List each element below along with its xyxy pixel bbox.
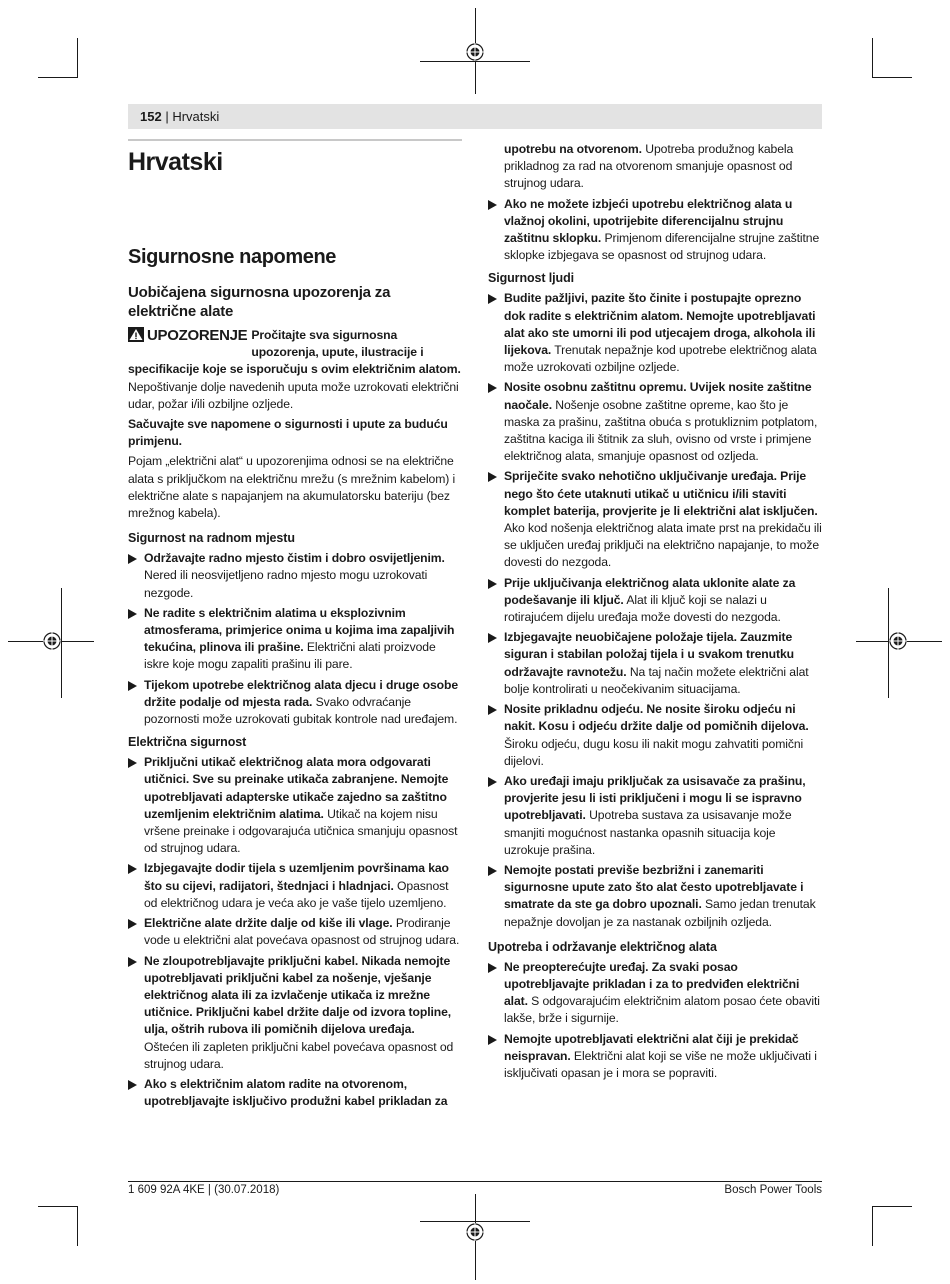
bullet-arrow-icon xyxy=(488,777,497,787)
item-text: Samo jedan trenutak nepažnje dovoljan je za nastanak ozbiljnih ozljeda. xyxy=(504,897,816,929)
list-item xyxy=(128,605,462,674)
item-bold: Nemojte upotrebljavati električni alat čiji je prekidač neispravan. xyxy=(504,1031,799,1063)
crop-mark xyxy=(38,77,78,78)
work-area-heading: Sigurnost na radnom mjestu xyxy=(128,531,295,546)
item-text: Opasnost od električnog udara je veća ako je vaše tijelo uzemljeno. xyxy=(144,878,449,910)
crop-mark xyxy=(77,1206,78,1246)
list-item xyxy=(128,860,462,912)
bullet-arrow-icon xyxy=(488,200,497,210)
footer-brand: Bosch Power Tools xyxy=(724,1184,822,1196)
crop-mark xyxy=(77,38,78,78)
item-text: Alat ili ključ koji se nalazi u rotirajućem dijelu uređaja može dovesti do nezgoda. xyxy=(504,592,781,625)
item-bold: Tijekom upotrebe električnog alata djecu i druge osobe držite podalje od mjesta rada. xyxy=(144,677,459,709)
item-bold: Nosite prikladnu odjeću. Ne nosite široku odjeću ni nakit. Kosu i odjeću držite dalje od pomičnih dijelova. xyxy=(504,702,809,734)
item-text: Prodiranje vode u električni alat povećava opasnost od strujnog udara. xyxy=(144,916,460,948)
item-bold: Ako ne možete izbjeći upotrebu električnog alata u vlažnoj okolini, upotrijebite diferencijalnu strujnu zaštitnu sklopku. xyxy=(504,196,793,246)
bullet-arrow-icon xyxy=(488,1035,497,1045)
item-text: Električni alati proizvode iskre koje mogu zapaliti prašinu ili pare. xyxy=(144,640,436,672)
bullet-arrow-icon xyxy=(488,866,497,876)
crop-mark xyxy=(872,38,873,78)
warning-block xyxy=(128,327,462,413)
item-bold: Budite pažljivi, pazite što činite i postupajte oprezno dok radite s električnim alatom. Nemojte upotrebljavati alat ako ste umorni ili pod utjecajem droga, alkohola ili lijekova. xyxy=(504,291,816,358)
page-header xyxy=(140,108,219,125)
warning-triangle-icon xyxy=(128,327,144,342)
registration-mark-icon xyxy=(43,632,61,650)
item-text: Ako kod nošenja električnog alata imate prst na prekidaču ili se uključen uređaj priključi na električno napajanje, to može dovesti do nezgoda. xyxy=(504,521,822,570)
list-item xyxy=(488,959,822,1028)
item-text: Električni alat koji se više ne može uključivati i isključivati opasan je i mora se popraviti. xyxy=(504,1048,817,1080)
definition-text: Pojam „električni alat“ u upozorenjima odnosi se na električne alata s priključkom na električnu mrežu (s mrežnim kabelom) i električne alate s napajanjem na akumulatorsku bateriju (bez mrežnog kabela). xyxy=(128,454,456,521)
registration-line xyxy=(420,61,530,62)
bullet-arrow-icon xyxy=(128,957,137,967)
page-title: Hrvatski xyxy=(128,148,223,176)
item-text: Upotreba sustava za usisavanje može smanjiti mogućnost nastanka opasnih situacija koje uzrokuje prašina. xyxy=(504,808,792,857)
list-item xyxy=(128,953,462,1073)
bullet-arrow-icon xyxy=(128,919,137,929)
bullet-arrow-icon xyxy=(128,864,137,874)
registration-mark-icon xyxy=(466,43,484,61)
bullet-arrow-icon xyxy=(488,383,497,393)
footer-rule xyxy=(128,1181,822,1182)
right-column xyxy=(488,141,822,1085)
tool-use-heading: Upotreba i održavanje električnog alata xyxy=(488,939,717,954)
warning-bold-text: Pročitajte sva sigurnosna upozorenja, upute, ilustracije i specifikacije koje se isporučuju s ovim električnim alatom. xyxy=(128,328,461,377)
bullet-arrow-icon xyxy=(488,294,497,304)
bullet-arrow-icon xyxy=(488,705,497,715)
list-item xyxy=(128,754,462,857)
list-item xyxy=(488,1031,822,1083)
registration-line xyxy=(420,1221,530,1222)
list-item xyxy=(488,468,822,571)
section-title: Sigurnosne napomene xyxy=(128,246,336,268)
list-item xyxy=(128,677,462,729)
bullet-arrow-icon xyxy=(488,633,497,643)
item-text: Na taj način možete električni alat bolje kontrolirati u neočekivanim situacijama. xyxy=(504,664,809,696)
item-bold: Ne zloupotrebljavajte priključni kabel. Nikada nemojte upotrebljavati priključni kabel za nošenje, vješanje električnog alata ili za izvlačenje utikača iz mrežne utičnice. Priključni kabel držite dalje od izvora topline, ulja, oštrih rubova ili pomičnih dijelova uređaja. xyxy=(144,953,452,1037)
item-bold: Nemojte postati previše bezbrižni i zanemariti sigurnosne upute zato što alat često upotrebljavate i smatrate da ste ga dobro upoznali. xyxy=(504,862,804,912)
header-language: Hrvatski xyxy=(172,109,220,124)
bullet-arrow-icon xyxy=(128,1080,137,1090)
warning-text: Nepoštivanje dolje navedenih uputa može uzrokovati električni udar, požar i/ili ozbiljne ozljede. xyxy=(128,379,459,411)
list-item xyxy=(128,1076,462,1110)
bullet-arrow-icon xyxy=(128,758,137,768)
left-column xyxy=(128,130,462,1113)
list-item xyxy=(488,379,822,465)
crop-mark xyxy=(38,1206,78,1207)
list-item xyxy=(488,773,822,859)
bullet-arrow-icon xyxy=(128,609,137,619)
item-bold: Izbjegavajte dodir tijela s uzemljenim površinama kao što su cijevi, radijatori, štednjaci i hladnjaci. xyxy=(144,861,449,893)
bullet-arrow-icon xyxy=(488,579,497,589)
list-item xyxy=(488,862,822,931)
list-item xyxy=(488,629,822,698)
crop-mark xyxy=(872,77,912,78)
item-bold: Ne radite s električnim alatima u eksplozivnim atmosferama, primjerice onima u kojima ima zapaljivih tekućina, plinova ili prašine. xyxy=(144,605,455,655)
page-header-bar xyxy=(128,104,822,129)
item-bold: Priključni utikač električnog alata mora odgovarati utičnici. Sve su preinake utikača zabranjene. Nemojte upotrebljavati adapterske utikače zajedno sa zaštitno uzemljenim električnim alatima. xyxy=(144,755,449,821)
item-bold: Ako s električnim alatom radite na otvorenom, upotrebljavajte isključivo produžni kabel prikladan za xyxy=(144,1076,448,1109)
registration-line xyxy=(61,588,62,698)
save-note: Sačuvajte sve napomene o sigurnosti i upute za buduću primjenu. xyxy=(128,417,448,449)
warning-label xyxy=(128,327,247,345)
subsection-title: Uobičajena sigurnosna upozorenja za električne alate xyxy=(128,284,391,320)
item-text: Primjenom diferencijalne strujne zaštitne sklopke izbjegava se opasnost od strujnog udara. xyxy=(504,231,820,263)
item-text: Nered ili neosvijetljeno radno mjesto mogu uzrokovati nezgode. xyxy=(144,568,428,600)
item-bold: Održavajte radno mjesto čistim i dobro osvijetljenim. xyxy=(144,551,445,566)
item-text: S odgovarajućim električnim alatom posao ćete obaviti lakše, brže i sigurnije. xyxy=(504,994,820,1026)
item-bold: Prije uključivanja električnog alata uklonite alate za podešavanje ili ključ. xyxy=(504,575,796,607)
page-number: 152 xyxy=(140,109,162,124)
item-bold: Električne alate držite dalje od kiše ili vlage. xyxy=(144,916,393,931)
personal-heading: Sigurnost ljudi xyxy=(488,271,574,286)
item-bold: Ako uređaji imaju priključak za usisavače za prašinu, provjerite jesu li isti priključeni i mogu li se ispravno upotrebljavati. xyxy=(504,773,806,823)
item-bold: Izbjegavajte neuobičajene položaje tijela. Zauzmite siguran i stabilan položaj tijela i u svakom trenutku održavajte ravnotežu. xyxy=(504,630,794,679)
item-bold: Nosite osobnu zaštitnu opremu. Uvijek nosite zaštitne naočale. xyxy=(504,380,812,412)
item-bold: upotrebu na otvorenom. xyxy=(504,142,642,156)
bullet-arrow-icon xyxy=(488,963,497,973)
crop-mark xyxy=(872,1206,873,1246)
header-separator: | xyxy=(165,109,169,124)
list-item xyxy=(488,701,822,770)
title-rule xyxy=(128,139,462,141)
registration-mark-icon xyxy=(889,632,907,650)
footer-doc-number: 1 609 92A 4KE | (30.07.2018) xyxy=(128,1184,280,1196)
warning-label-text: UPOZORENJE xyxy=(147,327,248,344)
crop-mark xyxy=(872,1206,912,1207)
list-item xyxy=(488,196,822,265)
bullet-arrow-icon xyxy=(128,681,137,691)
item-bold: Spriječite svako nehotično uključivanje uređaja. Prije nego što ćete utaknuti utikač u utičnicu i/ili staviti komplet baterija, provjerite je li električni alat isključen. xyxy=(504,469,818,518)
item-text: Svako odvraćanje pozornosti može uzrokovati gubitak kontrole nad uređajem. xyxy=(144,694,458,727)
electrical-heading: Električna sigurnost xyxy=(128,735,247,750)
item-bold: Ne preopterećujte uređaj. Za svaki posao upotrebljavajte prikladan i za to predviđen električni alat. xyxy=(504,959,800,1009)
bullet-arrow-icon xyxy=(488,472,497,482)
list-item-continuation xyxy=(488,141,822,193)
bullet-arrow-icon xyxy=(128,554,137,564)
item-text: Široku odjeću, dugu kosu ili nakit mogu zahvatiti pomični dijelovi. xyxy=(504,736,804,768)
list-item xyxy=(488,290,822,376)
item-text: Oštećen ili zapleten priključni kabel povećava opasnost od strujnog udara. xyxy=(144,1039,454,1071)
list-item xyxy=(488,575,822,627)
item-text: Utikač na kojem nisu vršene preinake i odgovarajuća utičnica smanjuju opasnost od strujnog udara. xyxy=(144,806,458,856)
list-item xyxy=(128,915,462,949)
item-text: Nošenje osobne zaštitne opreme, kao što je maska za prašinu, zaštitna obuća s protukliznim potplatom, zaštitna kaciga ili štitnik za sluh, ovisno od vrste i primjene električnog alata, smanjuje opasnost od ozljeda. xyxy=(504,397,818,464)
item-text: Upotreba produžnog kabela prikladnog za rad na otvorenom smanjuje opasnost od strujnog udara. xyxy=(504,142,794,191)
list-item xyxy=(128,550,462,602)
registration-mark-icon xyxy=(466,1223,484,1241)
item-text: Trenutak nepažnje kod upotrebe električnog alata može uzrokovati ozbiljne ozljede. xyxy=(504,343,817,375)
